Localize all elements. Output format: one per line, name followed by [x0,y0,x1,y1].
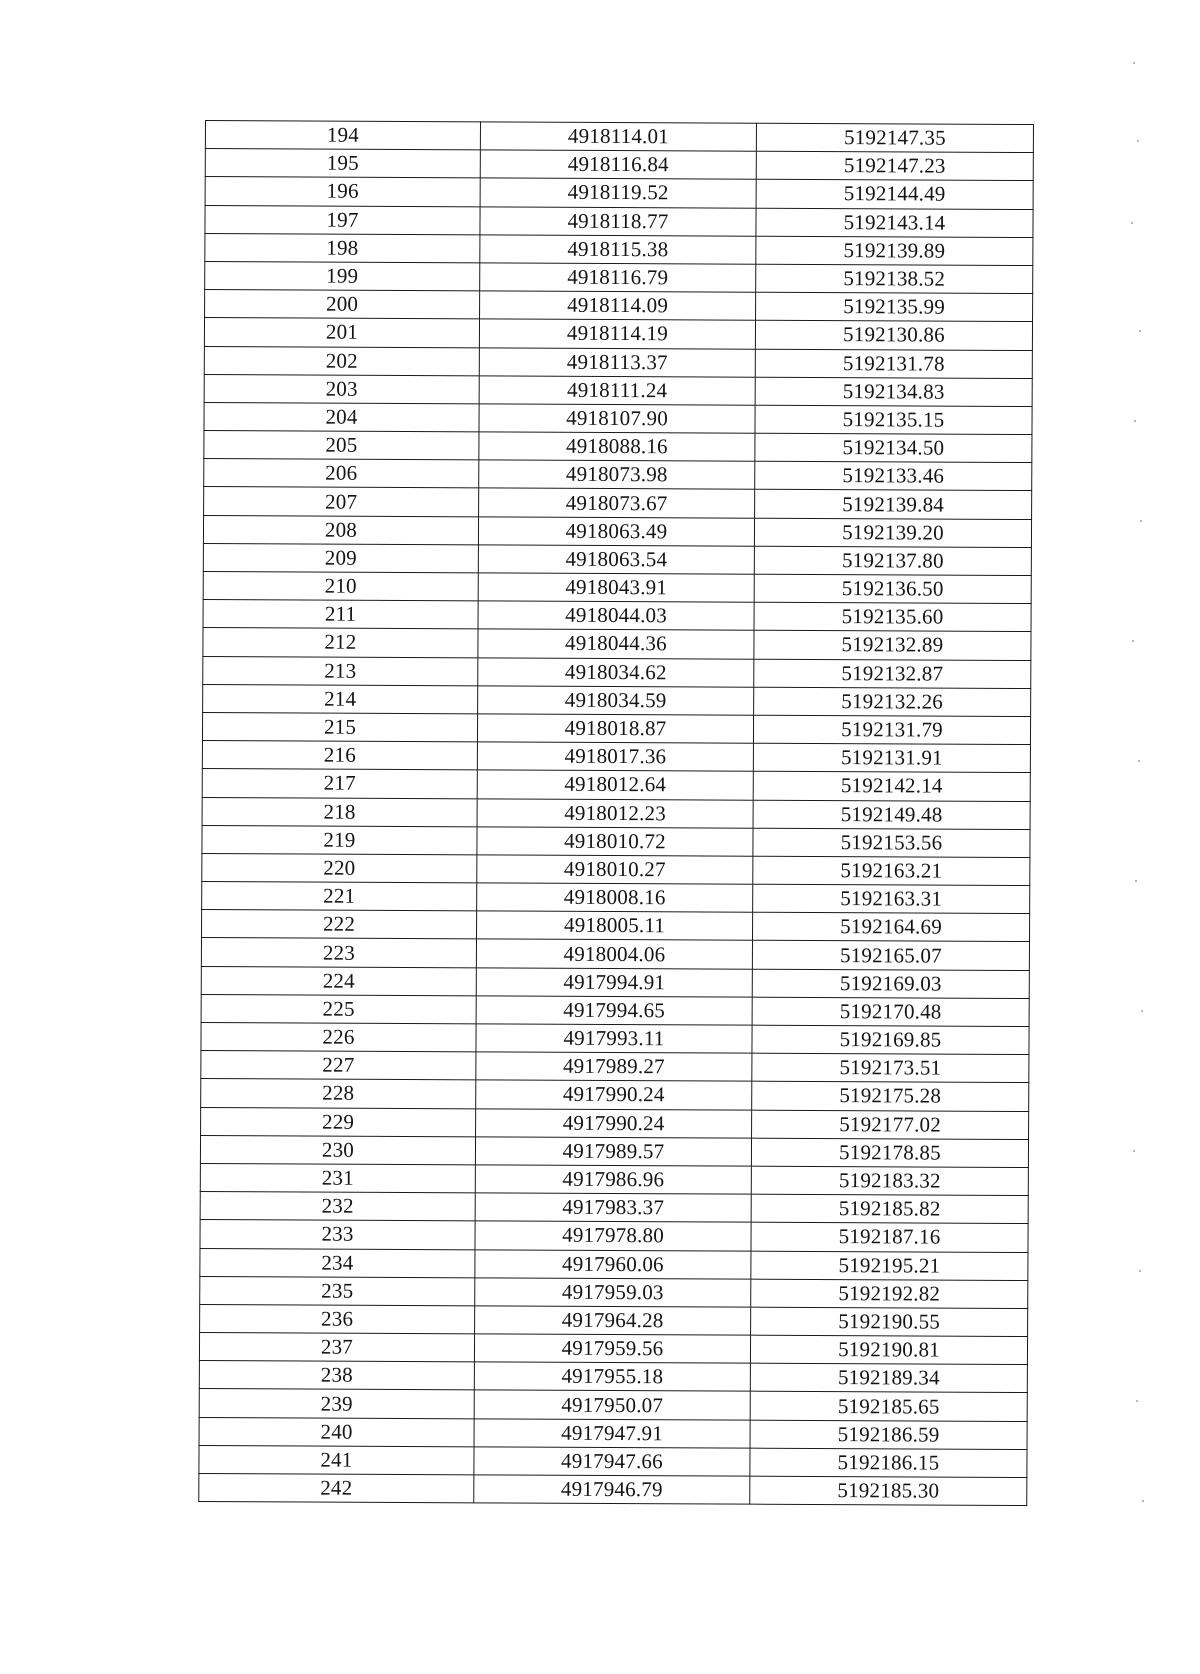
coordinates-table-body [199,121,1034,1506]
x-coordinate-cell: 4918107.90 [479,404,755,434]
table-row [202,712,1030,744]
y-coordinate-cell: 5192175.28 [752,1082,1029,1112]
x-coordinate-cell: 4917947.66 [474,1447,750,1477]
table-row [204,402,1032,434]
point-number-cell: 205 [204,431,479,461]
point-number-cell: 211 [203,600,478,630]
y-coordinate-cell: 5192131.78 [755,349,1032,379]
table-row [202,769,1030,801]
y-coordinate-cell: 5192163.31 [753,884,1030,914]
x-coordinate-cell: 4918005.11 [476,911,752,941]
point-number-cell: 241 [199,1445,474,1475]
y-coordinate-cell: 5192163.21 [753,856,1030,886]
x-coordinate-cell: 4918073.98 [479,460,755,490]
x-coordinate-cell: 4918043.91 [478,573,754,603]
point-number-cell: 239 [199,1389,474,1419]
y-coordinate-cell: 5192143.14 [756,208,1033,238]
table-row [203,515,1031,547]
x-coordinate-cell: 4918116.84 [480,150,756,180]
point-number-cell: 215 [202,712,477,742]
x-coordinate-cell: 4917959.56 [474,1334,750,1364]
x-coordinate-cell: 4917983.37 [475,1193,751,1223]
x-coordinate-cell: 4918034.62 [478,657,754,687]
y-coordinate-cell: 5192186.15 [750,1448,1027,1478]
y-coordinate-cell: 5192136.50 [754,574,1031,604]
point-number-cell: 230 [200,1135,475,1165]
table-row [201,966,1029,998]
table-row [202,825,1030,857]
table-row [202,853,1030,885]
y-coordinate-cell: 5192165.07 [752,941,1029,971]
x-coordinate-cell: 4918044.36 [478,629,754,659]
table-row [205,177,1033,209]
x-coordinate-cell: 4918017.36 [477,742,753,772]
y-coordinate-cell: 5192137.80 [754,546,1031,576]
table-row [199,1445,1027,1477]
y-coordinate-cell: 5192189.34 [750,1363,1027,1393]
table-row [202,910,1030,942]
table-row [205,290,1033,322]
table-row [203,656,1031,688]
point-number-cell: 227 [201,1051,476,1081]
table-row [200,1304,1028,1336]
y-coordinate-cell: 5192135.15 [755,405,1032,435]
table-row [199,1333,1027,1365]
point-number-cell: 216 [202,741,477,771]
y-coordinate-cell: 5192185.82 [751,1194,1028,1224]
y-coordinate-cell: 5192144.49 [756,180,1033,210]
y-coordinate-cell: 5192139.20 [754,518,1031,548]
y-coordinate-cell: 5192169.85 [752,1025,1029,1055]
point-number-cell: 231 [200,1163,475,1193]
y-coordinate-cell: 5192132.89 [754,631,1031,661]
table-row [205,261,1033,293]
point-number-cell: 217 [202,769,477,799]
x-coordinate-cell: 4918111.24 [479,376,755,406]
point-number-cell: 233 [200,1220,475,1250]
table-row [203,684,1031,716]
x-coordinate-cell: 4918008.16 [477,883,753,913]
y-coordinate-cell: 5192185.30 [750,1476,1027,1506]
point-number-cell: 238 [199,1361,474,1391]
y-coordinate-cell: 5192190.55 [751,1307,1028,1337]
x-coordinate-cell: 4918114.09 [480,291,756,321]
y-coordinate-cell: 5192132.26 [754,687,1031,717]
point-number-cell: 204 [204,402,479,432]
table-row [204,318,1032,350]
y-coordinate-cell: 5192135.99 [756,292,1033,322]
x-coordinate-cell: 4917994.91 [476,967,752,997]
x-coordinate-cell: 4917947.91 [474,1418,750,1448]
point-number-cell: 199 [205,261,480,291]
x-coordinate-cell: 4918118.77 [480,206,756,236]
point-number-cell: 242 [199,1473,474,1503]
point-number-cell: 198 [205,233,480,263]
y-coordinate-cell: 5192131.91 [753,743,1030,773]
table-row [202,741,1030,773]
y-coordinate-cell: 5192139.89 [756,236,1033,266]
table-row [205,121,1033,153]
point-number-cell: 210 [203,571,478,601]
table-row [201,1079,1029,1111]
point-number-cell: 208 [203,515,478,545]
x-coordinate-cell: 4918073.67 [479,488,755,518]
x-coordinate-cell: 4917990.24 [476,1080,752,1110]
x-coordinate-cell: 4918044.03 [478,601,754,631]
x-coordinate-cell: 4918114.01 [480,122,756,152]
table-row [204,431,1032,463]
point-number-cell: 228 [201,1079,476,1109]
x-coordinate-cell: 4918063.54 [478,545,754,575]
table-row [201,938,1029,970]
y-coordinate-cell: 5192164.69 [752,912,1029,942]
x-coordinate-cell: 4918115.38 [480,235,756,265]
point-number-cell: 229 [201,1107,476,1137]
table-row [199,1417,1027,1449]
table-row [204,487,1032,519]
x-coordinate-cell: 4918063.49 [478,516,754,546]
table-row [200,1192,1028,1224]
point-number-cell: 200 [205,290,480,320]
point-number-cell: 240 [199,1417,474,1447]
y-coordinate-cell: 5192170.48 [752,997,1029,1027]
table-row [200,1220,1028,1252]
table-row [200,1248,1028,1280]
table-row [204,459,1032,491]
x-coordinate-cell: 4917986.96 [475,1165,751,1195]
point-number-cell: 223 [201,938,476,968]
y-coordinate-cell: 5192132.87 [754,659,1031,689]
x-coordinate-cell: 4917964.28 [475,1306,751,1336]
table-row [199,1361,1027,1393]
y-coordinate-cell: 5192134.83 [755,377,1032,407]
y-coordinate-cell: 5192190.81 [750,1335,1027,1365]
table-row [200,1276,1028,1308]
table-row [199,1389,1027,1421]
y-coordinate-cell: 5192153.56 [753,828,1030,858]
x-coordinate-cell: 4918113.37 [479,347,755,377]
point-number-cell: 236 [200,1304,475,1334]
point-number-cell: 201 [204,318,479,348]
x-coordinate-cell: 4917950.07 [474,1390,750,1420]
coordinates-table [198,120,1034,1506]
x-coordinate-cell: 4918116.79 [480,263,756,293]
point-number-cell: 218 [202,797,477,827]
x-coordinate-cell: 4918114.19 [479,319,755,349]
x-coordinate-cell: 4918119.52 [480,178,756,208]
y-coordinate-cell: 5192177.02 [752,1110,1029,1140]
y-coordinate-cell: 5192185.65 [750,1392,1027,1422]
x-coordinate-cell: 4917994.65 [476,996,752,1026]
x-coordinate-cell: 4918034.59 [478,686,754,716]
table-row [205,205,1033,237]
x-coordinate-cell: 4918088.16 [479,432,755,462]
y-coordinate-cell: 5192147.23 [756,151,1033,181]
table-row [200,1163,1028,1195]
y-coordinate-cell: 5192142.14 [753,771,1030,801]
y-coordinate-cell: 5192173.51 [752,1053,1029,1083]
table-row [201,994,1029,1026]
table-row [201,1022,1029,1054]
x-coordinate-cell: 4918018.87 [477,714,753,744]
point-number-cell: 195 [205,149,480,179]
table-row [199,1473,1027,1505]
y-coordinate-cell: 5192133.46 [755,461,1032,491]
y-coordinate-cell: 5192135.60 [754,602,1031,632]
point-number-cell: 226 [201,1022,476,1052]
x-coordinate-cell: 4917960.06 [475,1249,751,1279]
point-number-cell: 234 [200,1248,475,1278]
point-number-cell: 225 [201,994,476,1024]
y-coordinate-cell: 5192169.03 [752,969,1029,999]
y-coordinate-cell: 5192131.79 [753,715,1030,745]
y-coordinate-cell: 5192183.32 [751,1166,1028,1196]
x-coordinate-cell: 4918010.27 [477,855,753,885]
y-coordinate-cell: 5192187.16 [751,1222,1028,1252]
table-row [204,346,1032,378]
point-number-cell: 221 [202,882,477,912]
point-number-cell: 212 [203,628,478,658]
point-number-cell: 194 [205,121,480,151]
y-coordinate-cell: 5192130.86 [755,321,1032,351]
point-number-cell: 213 [203,656,478,686]
point-number-cell: 214 [203,684,478,714]
y-coordinate-cell: 5192149.48 [753,800,1030,830]
x-coordinate-cell: 4917946.79 [474,1475,750,1505]
point-number-cell: 202 [204,346,479,376]
y-coordinate-cell: 5192192.82 [751,1279,1028,1309]
point-number-cell: 197 [205,205,480,235]
y-coordinate-cell: 5192139.84 [755,490,1032,520]
x-coordinate-cell: 4917959.03 [475,1278,751,1308]
table-row [201,1051,1029,1083]
point-number-cell: 219 [202,825,477,855]
x-coordinate-cell: 4918012.23 [477,798,753,828]
table-row [202,797,1030,829]
x-coordinate-cell: 4918004.06 [476,939,752,969]
point-number-cell: 206 [204,459,479,489]
table-row [200,1135,1028,1167]
x-coordinate-cell: 4917955.18 [474,1362,750,1392]
point-number-cell: 224 [201,966,476,996]
x-coordinate-cell: 4917990.24 [476,1108,752,1138]
point-number-cell: 235 [200,1276,475,1306]
y-coordinate-cell: 5192147.35 [756,123,1033,153]
point-number-cell: 232 [200,1192,475,1222]
table-row [203,600,1031,632]
x-coordinate-cell: 4917993.11 [476,1024,752,1054]
point-number-cell: 207 [204,487,479,517]
point-number-cell: 237 [199,1333,474,1363]
y-coordinate-cell: 5192178.85 [751,1138,1028,1168]
y-coordinate-cell: 5192138.52 [756,264,1033,294]
x-coordinate-cell: 4917989.57 [475,1137,751,1167]
point-number-cell: 196 [205,177,480,207]
table-row [201,1107,1029,1139]
point-number-cell: 203 [204,374,479,404]
table-row [203,543,1031,575]
x-coordinate-cell: 4917978.80 [475,1221,751,1251]
table-row [204,374,1032,406]
table-row [205,149,1033,181]
table-row [202,882,1030,914]
y-coordinate-cell: 5192186.59 [750,1420,1027,1450]
point-number-cell: 222 [202,910,477,940]
table-row [203,571,1031,603]
point-number-cell: 220 [202,853,477,883]
y-coordinate-cell: 5192195.21 [751,1251,1028,1281]
x-coordinate-cell: 4917989.27 [476,1052,752,1082]
x-coordinate-cell: 4918012.64 [477,770,753,800]
y-coordinate-cell: 5192134.50 [755,433,1032,463]
table-row [205,233,1033,265]
x-coordinate-cell: 4918010.72 [477,827,753,857]
table-row [203,628,1031,660]
point-number-cell: 209 [203,543,478,573]
